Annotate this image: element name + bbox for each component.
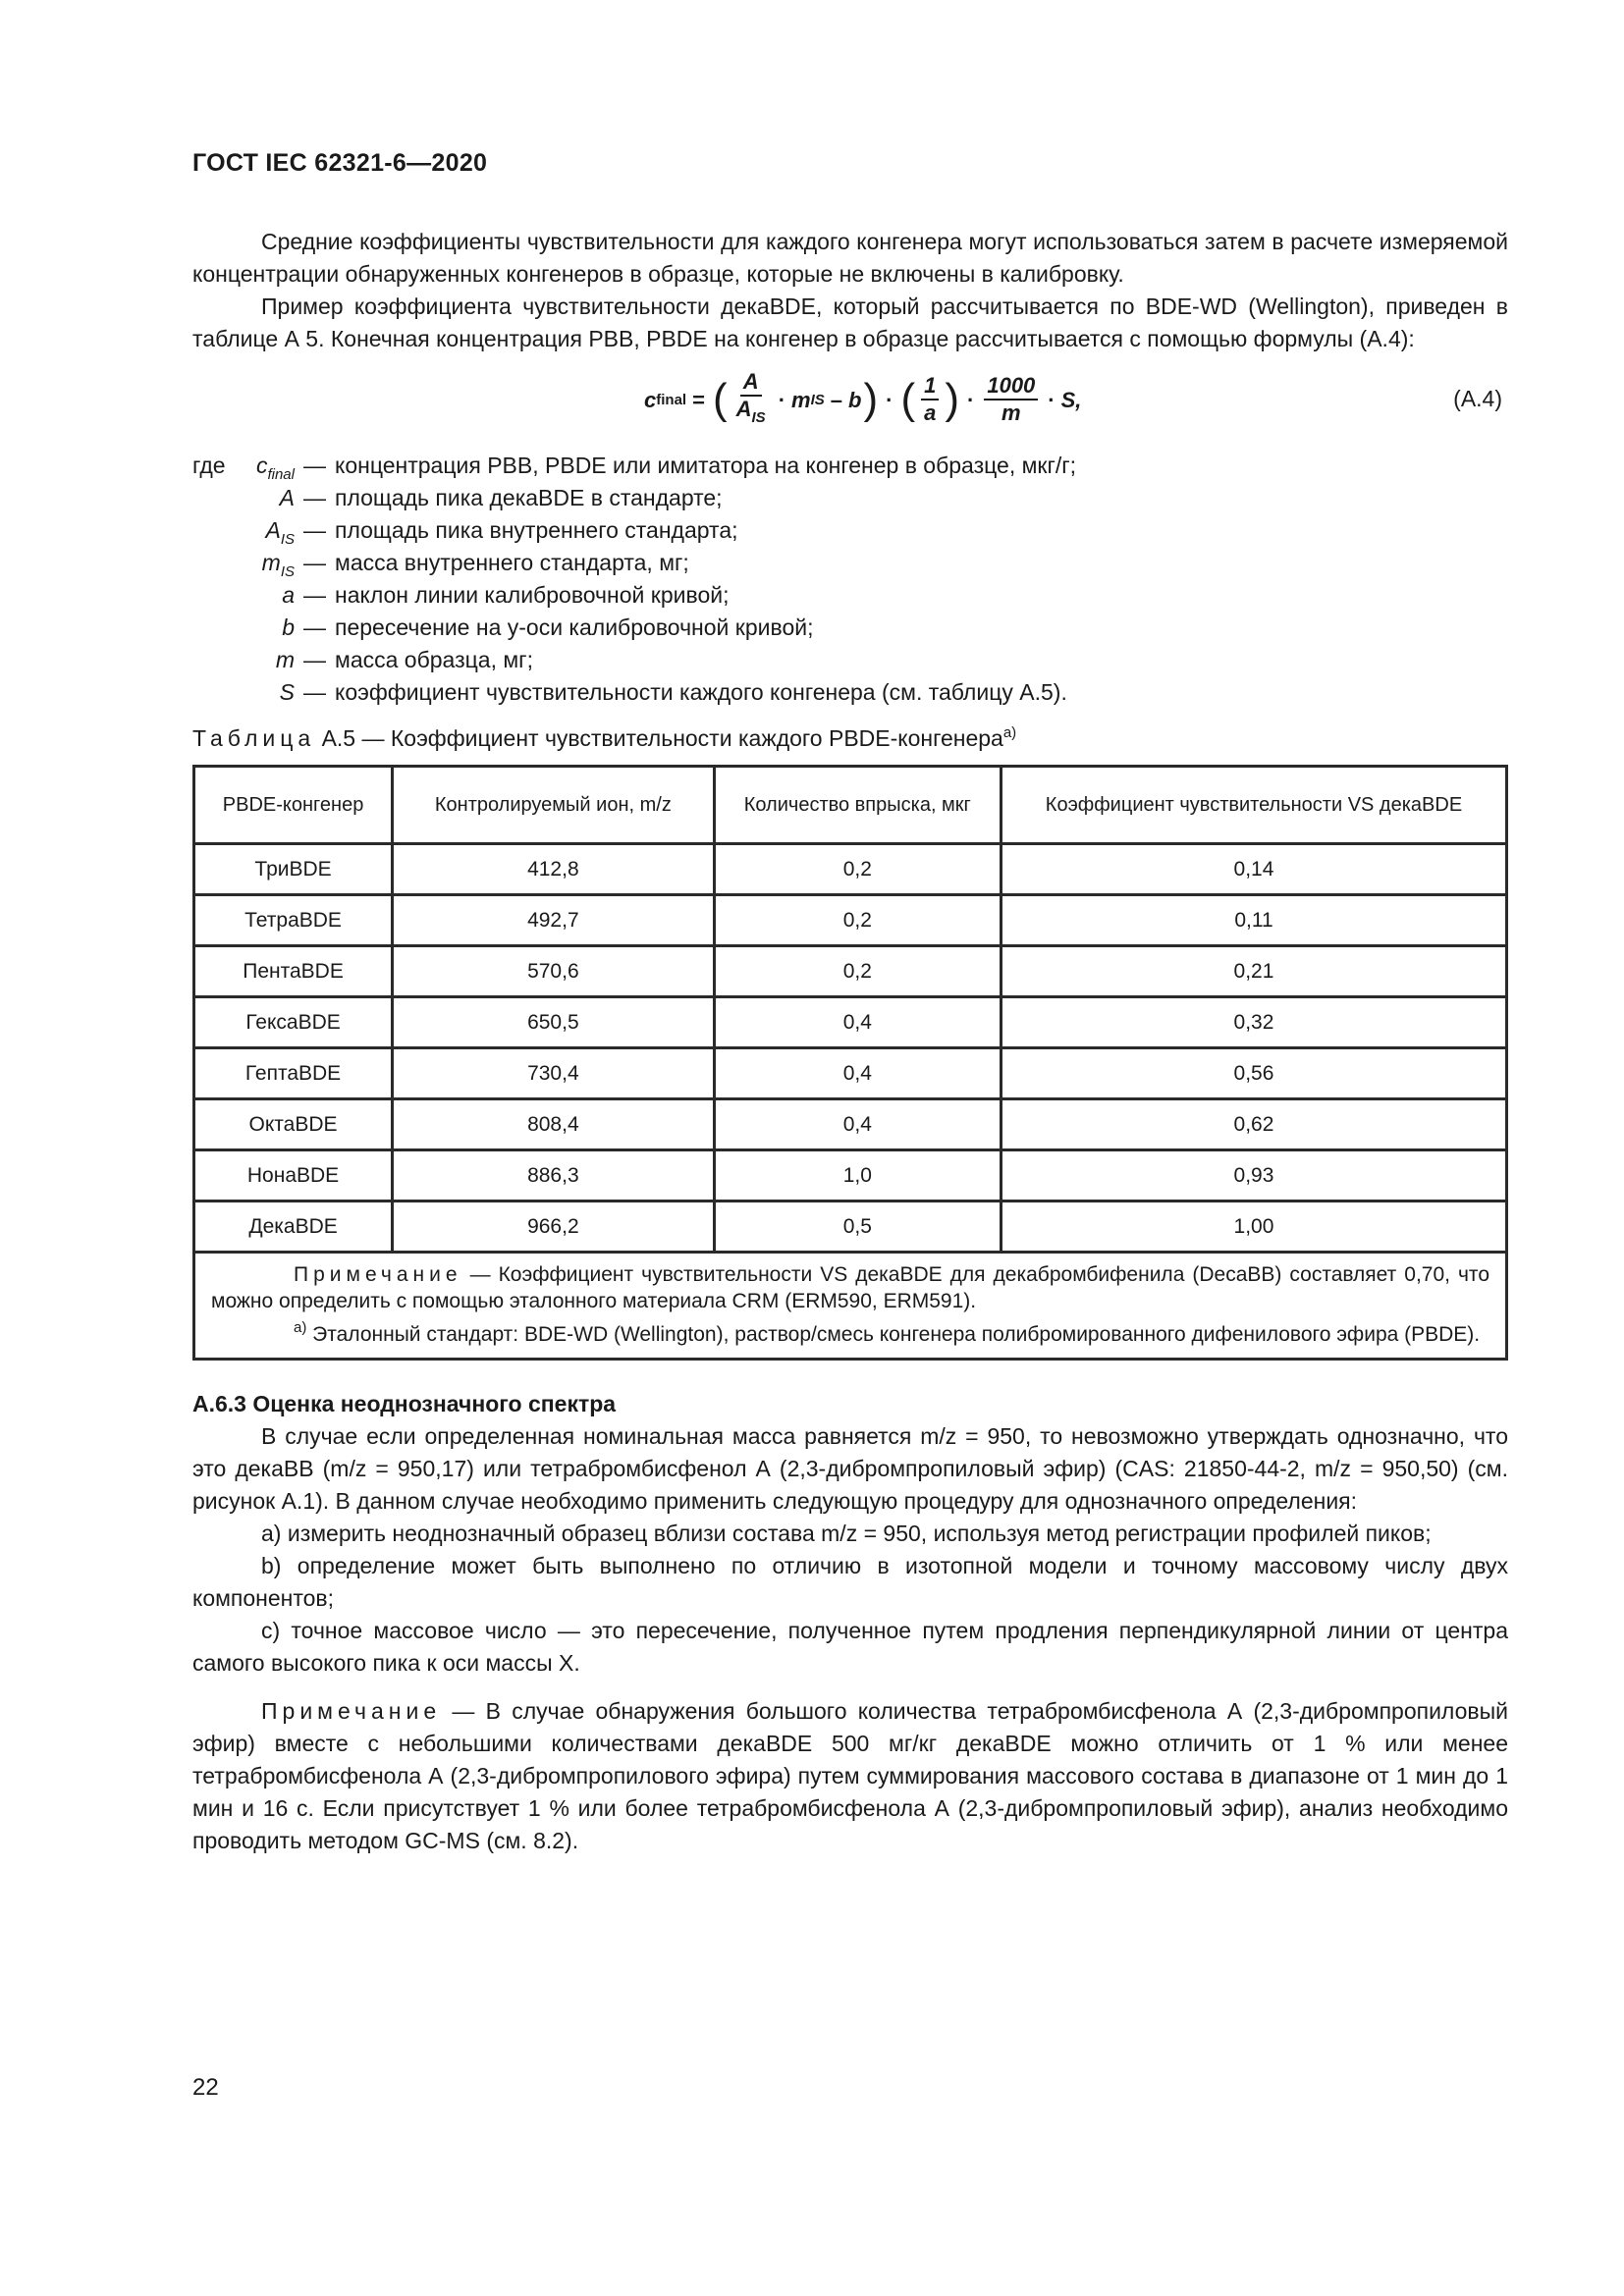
fraction-num-one: 1 (921, 373, 939, 400)
table-row (194, 895, 1507, 946)
table-caption-text: А.5 — Коэффициент чувствительности каждого PBDE-конгенера (321, 725, 1003, 751)
legend-dash: — (303, 550, 326, 575)
table-cell: 0,2 (714, 946, 1001, 997)
intro-paragraph-2: Пример коэффициента чувствительности декаBDE, который рассчитывается по BDE-WD (Wellington), приведен в таблице А 5. Конечная концентрация PBB, PBDE на конгенер в образце рассчитывается с помощью формулы (А.4): (192, 294, 1508, 351)
formula-c: c (644, 387, 657, 412)
table-cell: НонаBDE (194, 1150, 393, 1201)
fraction-one-over-a (921, 373, 939, 426)
legend-text: площадь пика внутреннего стандарта; (335, 517, 738, 543)
formula-m-sub: IS (810, 391, 825, 408)
den-a: A (735, 396, 752, 421)
legend-symbol: S (279, 679, 295, 705)
legend-row (192, 547, 1508, 579)
table-row (194, 1201, 1507, 1253)
section-note-text: — В случае обнаружения большого количества тетрабромбисфенола А (2,3-дибромпропиловый эфир) вместе с небольшими количествами декаBDE 500 мг/кг декаBDE можно отличить от 1 % или менее тетрабромбисфенола А (2,3-дибромпропилового эфира) путем суммирования массового состава в диапазоне от 1 мин до 1 мин и 16 с. Если присутствует 1 % или более тетрабромбисфенола А (2,3-дибромпропиловый эфир), анализ необходимо проводить методом GC-MS (см. 8.2). (192, 1698, 1508, 1853)
fraction-den-ais (733, 397, 769, 431)
table-note (211, 1261, 1489, 1314)
legend-symbol: a (282, 582, 295, 608)
legend-dash: — (303, 647, 326, 672)
legend-text: наклон линии калибровочной кривой; (335, 582, 730, 608)
table-cell: 0,93 (1001, 1150, 1506, 1201)
table-cell: 412,8 (393, 844, 715, 895)
table-cell: 0,56 (1001, 1048, 1506, 1099)
fraction-num-1000: 1000 (984, 373, 1038, 400)
table-cell: 0,62 (1001, 1099, 1506, 1150)
table-cell: 966,2 (393, 1201, 715, 1253)
table-cell: 730,4 (393, 1048, 715, 1099)
fraction-den-m: m (1001, 400, 1021, 425)
table-cell: 0,2 (714, 844, 1001, 895)
table-footnote-text: Эталонный стандарт: BDE-WD (Wellington), раствор/смесь конгенера полибромированного дифенилового эфира (PBDE). (306, 1323, 1481, 1346)
legend-symbol: $A_{IS}$ (265, 517, 295, 548)
table-cell: 0,4 (714, 997, 1001, 1048)
legend-symbol: $c_{final}$ (255, 453, 295, 483)
legend-row (192, 644, 1508, 676)
table-note-row (194, 1253, 1507, 1360)
sensitivity-table (192, 765, 1508, 1361)
formula-minus: – (830, 387, 843, 412)
legend-row (192, 482, 1508, 514)
legend-dash: — (303, 485, 326, 510)
page-content (192, 226, 1508, 1857)
column-header: PBDE-конгенер (194, 767, 393, 844)
fraction-a-over-ais (733, 369, 769, 431)
table-cell: 0,21 (1001, 946, 1506, 997)
table-cell: ОктаBDE (194, 1099, 393, 1150)
table-cell: 492,7 (393, 895, 715, 946)
formula-b: b (848, 387, 862, 412)
table-row (194, 1150, 1507, 1201)
legend-symbol: $m_{IS}$ (261, 550, 295, 580)
table-cell: 0,32 (1001, 997, 1506, 1048)
paren-close-2: ) (945, 375, 960, 423)
legend-row (192, 514, 1508, 547)
table-cell: ПентаBDE (194, 946, 393, 997)
legend-text: масса образца, мг; (335, 647, 533, 672)
table-cell: 0,4 (714, 1048, 1001, 1099)
table-cell: 886,3 (393, 1150, 715, 1201)
table-cell: 1,0 (714, 1150, 1001, 1201)
paren-open-1: ( (712, 375, 728, 423)
table-note-text: — Коэффициент чувствительности VS декаBDE для декабромбифенила (DecaBB) составляет 0,70, что можно определить с помощью эталонного материала CRM (ERM590, ERM591). (211, 1263, 1489, 1312)
fraction-1000-over-m (984, 373, 1038, 426)
document-header: ГОСТ IEC 62321-6—2020 (192, 149, 488, 177)
table-cell: 0,11 (1001, 895, 1506, 946)
legend-lead: где (192, 453, 226, 478)
list-item-a: a) измерить неоднозначный образец вблизи состава m/z = 950, используя метод регистрации профилей пиков; (261, 1521, 1432, 1546)
formula-dot-2: · (886, 387, 893, 412)
table-caption (192, 717, 1508, 755)
table-cell: ТриBDE (194, 844, 393, 895)
table-cell: ДекаBDE (194, 1201, 393, 1253)
section-paragraph: В случае если определенная номинальная масса равняется m/z = 950, то невозможно утверждать однозначно, что это декаBB (m/z = 950,17) или тетрабромбисфенол А (2,3-дибромпропиловый эфир) (CAS: 21850-44-2, m/z = 950,50) (см. рисунок А.1). В данном случае необходимо применить следующую процедуру для однозначного определения: (192, 1423, 1508, 1514)
formula-eq: = (692, 387, 705, 412)
table-cell: 808,4 (393, 1099, 715, 1150)
den-a-sub: IS (751, 408, 766, 426)
table-cell: ТетраBDE (194, 895, 393, 946)
formula-dot-1: · (778, 387, 786, 412)
table-cell: 1,00 (1001, 1201, 1506, 1253)
formula-dot-3: · (967, 387, 975, 412)
list-item-c: c) точное массовое число — это пересечение, полученное путем продления перпендикулярной линии от центра самого высокого пика к оси массы X. (192, 1618, 1508, 1676)
table-cell: 650,5 (393, 997, 715, 1048)
table-footnote-mark: a) (294, 1319, 307, 1336)
legend-row (192, 676, 1508, 709)
section-note-word: Примечание (261, 1698, 442, 1724)
section-note (192, 1695, 1508, 1857)
formula-s: S, (1060, 387, 1082, 412)
table-cell: 0,2 (714, 895, 1001, 946)
column-header: Коэффициент чувствительности VS декаBDE (1001, 767, 1506, 844)
table-cell: 0,4 (714, 1099, 1001, 1150)
table-cell: ГексаBDE (194, 997, 393, 1048)
legend-dash: — (303, 582, 326, 608)
table-note-cell (194, 1253, 1507, 1360)
legend-row (192, 612, 1508, 644)
legend-symbol: b (282, 614, 295, 640)
equation-number: (А.4) (1453, 386, 1502, 411)
table-caption-word: Таблица (192, 725, 316, 751)
formula-expression (644, 365, 1081, 434)
table-row (194, 844, 1507, 895)
formula-legend (192, 450, 1508, 709)
intro-paragraph-1: Средние коэффициенты чувствительности для каждого конгенера могут использоваться затем в расчете измеряемой концентрации обнаруженных конгенеров в образце, которые не включены в калибровку. (192, 229, 1508, 287)
table-footnote (211, 1314, 1489, 1348)
column-header: Контролируемый ион, m/z (393, 767, 715, 844)
legend-text: пересечение на у-оси калибровочной кривой; (335, 614, 814, 640)
paren-close-1: ) (863, 375, 879, 423)
paren-open-2: ( (900, 375, 916, 423)
legend-symbol: m (275, 647, 295, 672)
formula-a4 (192, 365, 1508, 446)
legend-dash: — (303, 517, 326, 543)
table-cell: 0,14 (1001, 844, 1506, 895)
table-row (194, 997, 1507, 1048)
formula-c-sub: final (656, 391, 687, 408)
legend-row (192, 579, 1508, 612)
table-cell: 0,5 (714, 1201, 1001, 1253)
table-cell: 570,6 (393, 946, 715, 997)
section-title: А.6.3 Оценка неоднозначного спектра (192, 1391, 617, 1416)
table-header-row (194, 767, 1507, 844)
legend-row (192, 450, 1508, 482)
formula-dot-4: · (1048, 387, 1056, 412)
list-item-b: b) определение может быть выполнено по отличию в изотопной модели и точному массовому числу двух компонентов; (192, 1553, 1508, 1611)
fraction-den-a: a (924, 400, 937, 425)
legend-dash: — (303, 453, 326, 478)
fraction-num-a: A (740, 369, 762, 397)
legend-text: площадь пика декаBDE в стандарте; (335, 485, 723, 510)
table-caption-sup: a) (1002, 724, 1017, 741)
page-number: 22 (192, 2074, 219, 2101)
table-cell: ГептаBDE (194, 1048, 393, 1099)
table-note-word: Примечание (294, 1263, 462, 1286)
legend-text: коэффициент чувствительности каждого конгенера (см. таблицу А.5). (335, 679, 1067, 705)
legend-symbol: A (279, 485, 295, 510)
column-header: Количество впрыска, мкг (714, 767, 1001, 844)
table-row (194, 946, 1507, 997)
formula-m: m (791, 387, 811, 412)
legend-text: концентрация PBB, PBDE или имитатора на конгенер в образце, мкг/г; (335, 453, 1077, 478)
table-row (194, 1099, 1507, 1150)
legend-text: масса внутреннего стандарта, мг; (335, 550, 689, 575)
legend-dash: — (303, 679, 326, 705)
legend-dash: — (303, 614, 326, 640)
table-row (194, 1048, 1507, 1099)
